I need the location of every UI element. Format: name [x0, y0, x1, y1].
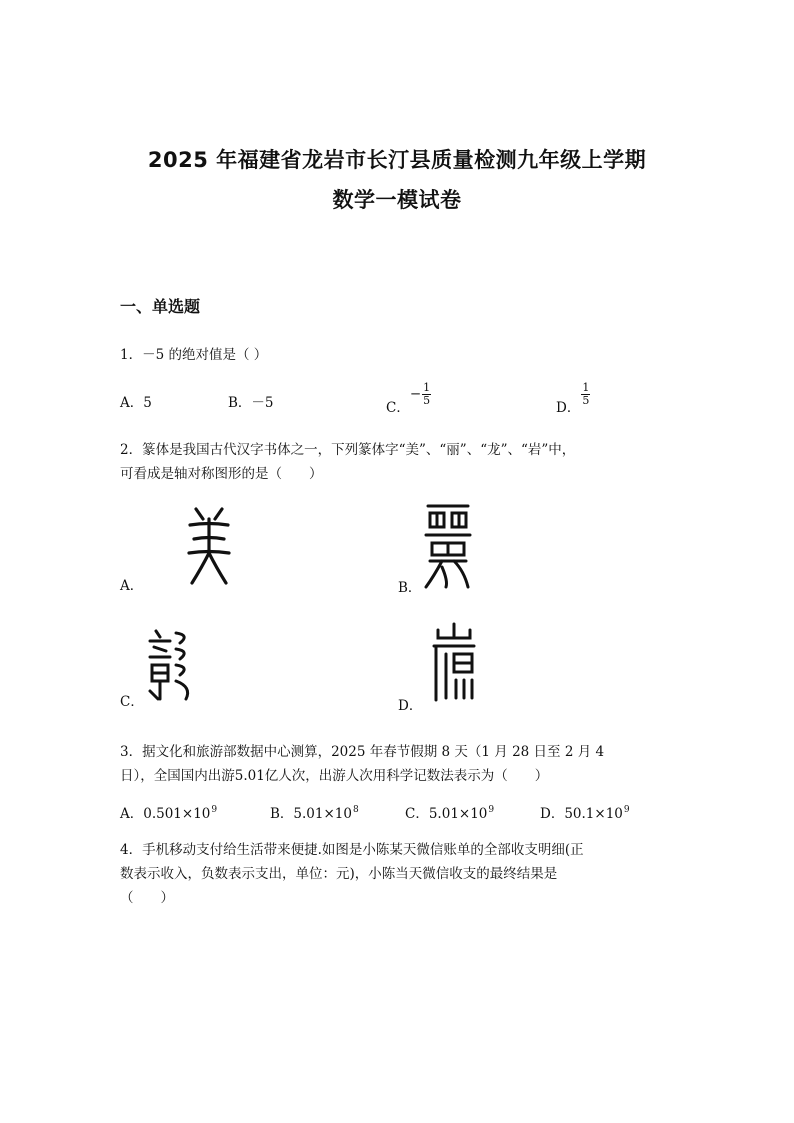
- page-title-line-2: 数学一模试卷: [332, 188, 462, 212]
- exponent: 9: [211, 805, 218, 815]
- option-label: A．: [120, 806, 144, 822]
- question-4-stem-line-3: （ ）: [120, 890, 174, 906]
- fraction: [422, 382, 431, 407]
- question-2-option-a: A．: [120, 578, 144, 594]
- seal-script-mei-image: [186, 505, 232, 587]
- question-2-option-d: D．: [398, 698, 423, 714]
- section-heading: 一、单选题: [120, 297, 201, 316]
- question-3-option-d: [540, 802, 630, 822]
- question-4-stem-line-1: 4．手机移动支付给生活带来便捷.如图是小陈某天微信账单的全部收支明细(正: [120, 842, 584, 858]
- seal-script-li-image: [422, 501, 474, 591]
- question-1-option-a: A．5: [120, 395, 152, 411]
- exponent: 9: [623, 805, 630, 815]
- fraction-numerator: 1: [582, 381, 590, 394]
- question-4-stem-line-2: 数表示收入，负数表示支出，单位：元)，小陈当天微信收支的最终结果是: [120, 866, 558, 882]
- question-1-stem: 1．－5 的绝对值是（ ）: [120, 347, 268, 363]
- question-3-option-a: [120, 802, 217, 822]
- question-3-stem-line-2: 日），全国国内出游5.01亿人次，出游人次用科学记数法表示为（ ）: [120, 768, 549, 784]
- option-value: 5.01×10: [293, 806, 352, 822]
- seal-script-yan-image: [430, 622, 478, 704]
- fraction-numerator: 1: [423, 381, 431, 394]
- option-value: 0.501×10: [143, 806, 211, 822]
- exponent: 8: [352, 805, 359, 815]
- question-1-option-d: [556, 381, 590, 416]
- exponent: 9: [488, 805, 495, 815]
- minus-sign: −: [409, 386, 422, 402]
- question-2-option-b: B．: [398, 580, 422, 596]
- option-value: 5.01×10: [428, 806, 488, 822]
- option-label: C．: [405, 806, 429, 822]
- option-label: B．: [270, 806, 294, 822]
- question-1-option-c: [386, 381, 431, 416]
- question-3-option-c: [405, 802, 494, 822]
- page-title-line-1: 2025 年福建省龙岩市长汀县质量检测九年级上学期: [147, 148, 647, 172]
- question-3-option-b: [270, 802, 359, 822]
- option-label: D．: [540, 806, 565, 822]
- fraction: [581, 382, 590, 407]
- option-value: 50.1×10: [564, 806, 623, 822]
- question-2-stem-line-2: 可看成是轴对称图形的是（ ）: [120, 466, 323, 482]
- seal-script-long-image: [146, 627, 194, 703]
- question-2-stem-line-1: 2．篆体是我国古代汉字书体之一，下列篆体字“美”、“丽”、“龙”、“岩”中，: [120, 442, 576, 458]
- option-label: D．: [556, 400, 581, 416]
- question-3-stem-line-1: 3．据文化和旅游部数据中心测算，2025 年春节假期 8 天（1 月 28 日至 2 月 4: [120, 744, 605, 760]
- fraction-denominator: 5: [582, 394, 590, 407]
- question-1-option-b: B．－5: [228, 395, 274, 411]
- question-2-option-c: C．: [120, 694, 144, 710]
- fraction-denominator: 5: [423, 394, 431, 407]
- option-label: C．: [386, 400, 410, 416]
